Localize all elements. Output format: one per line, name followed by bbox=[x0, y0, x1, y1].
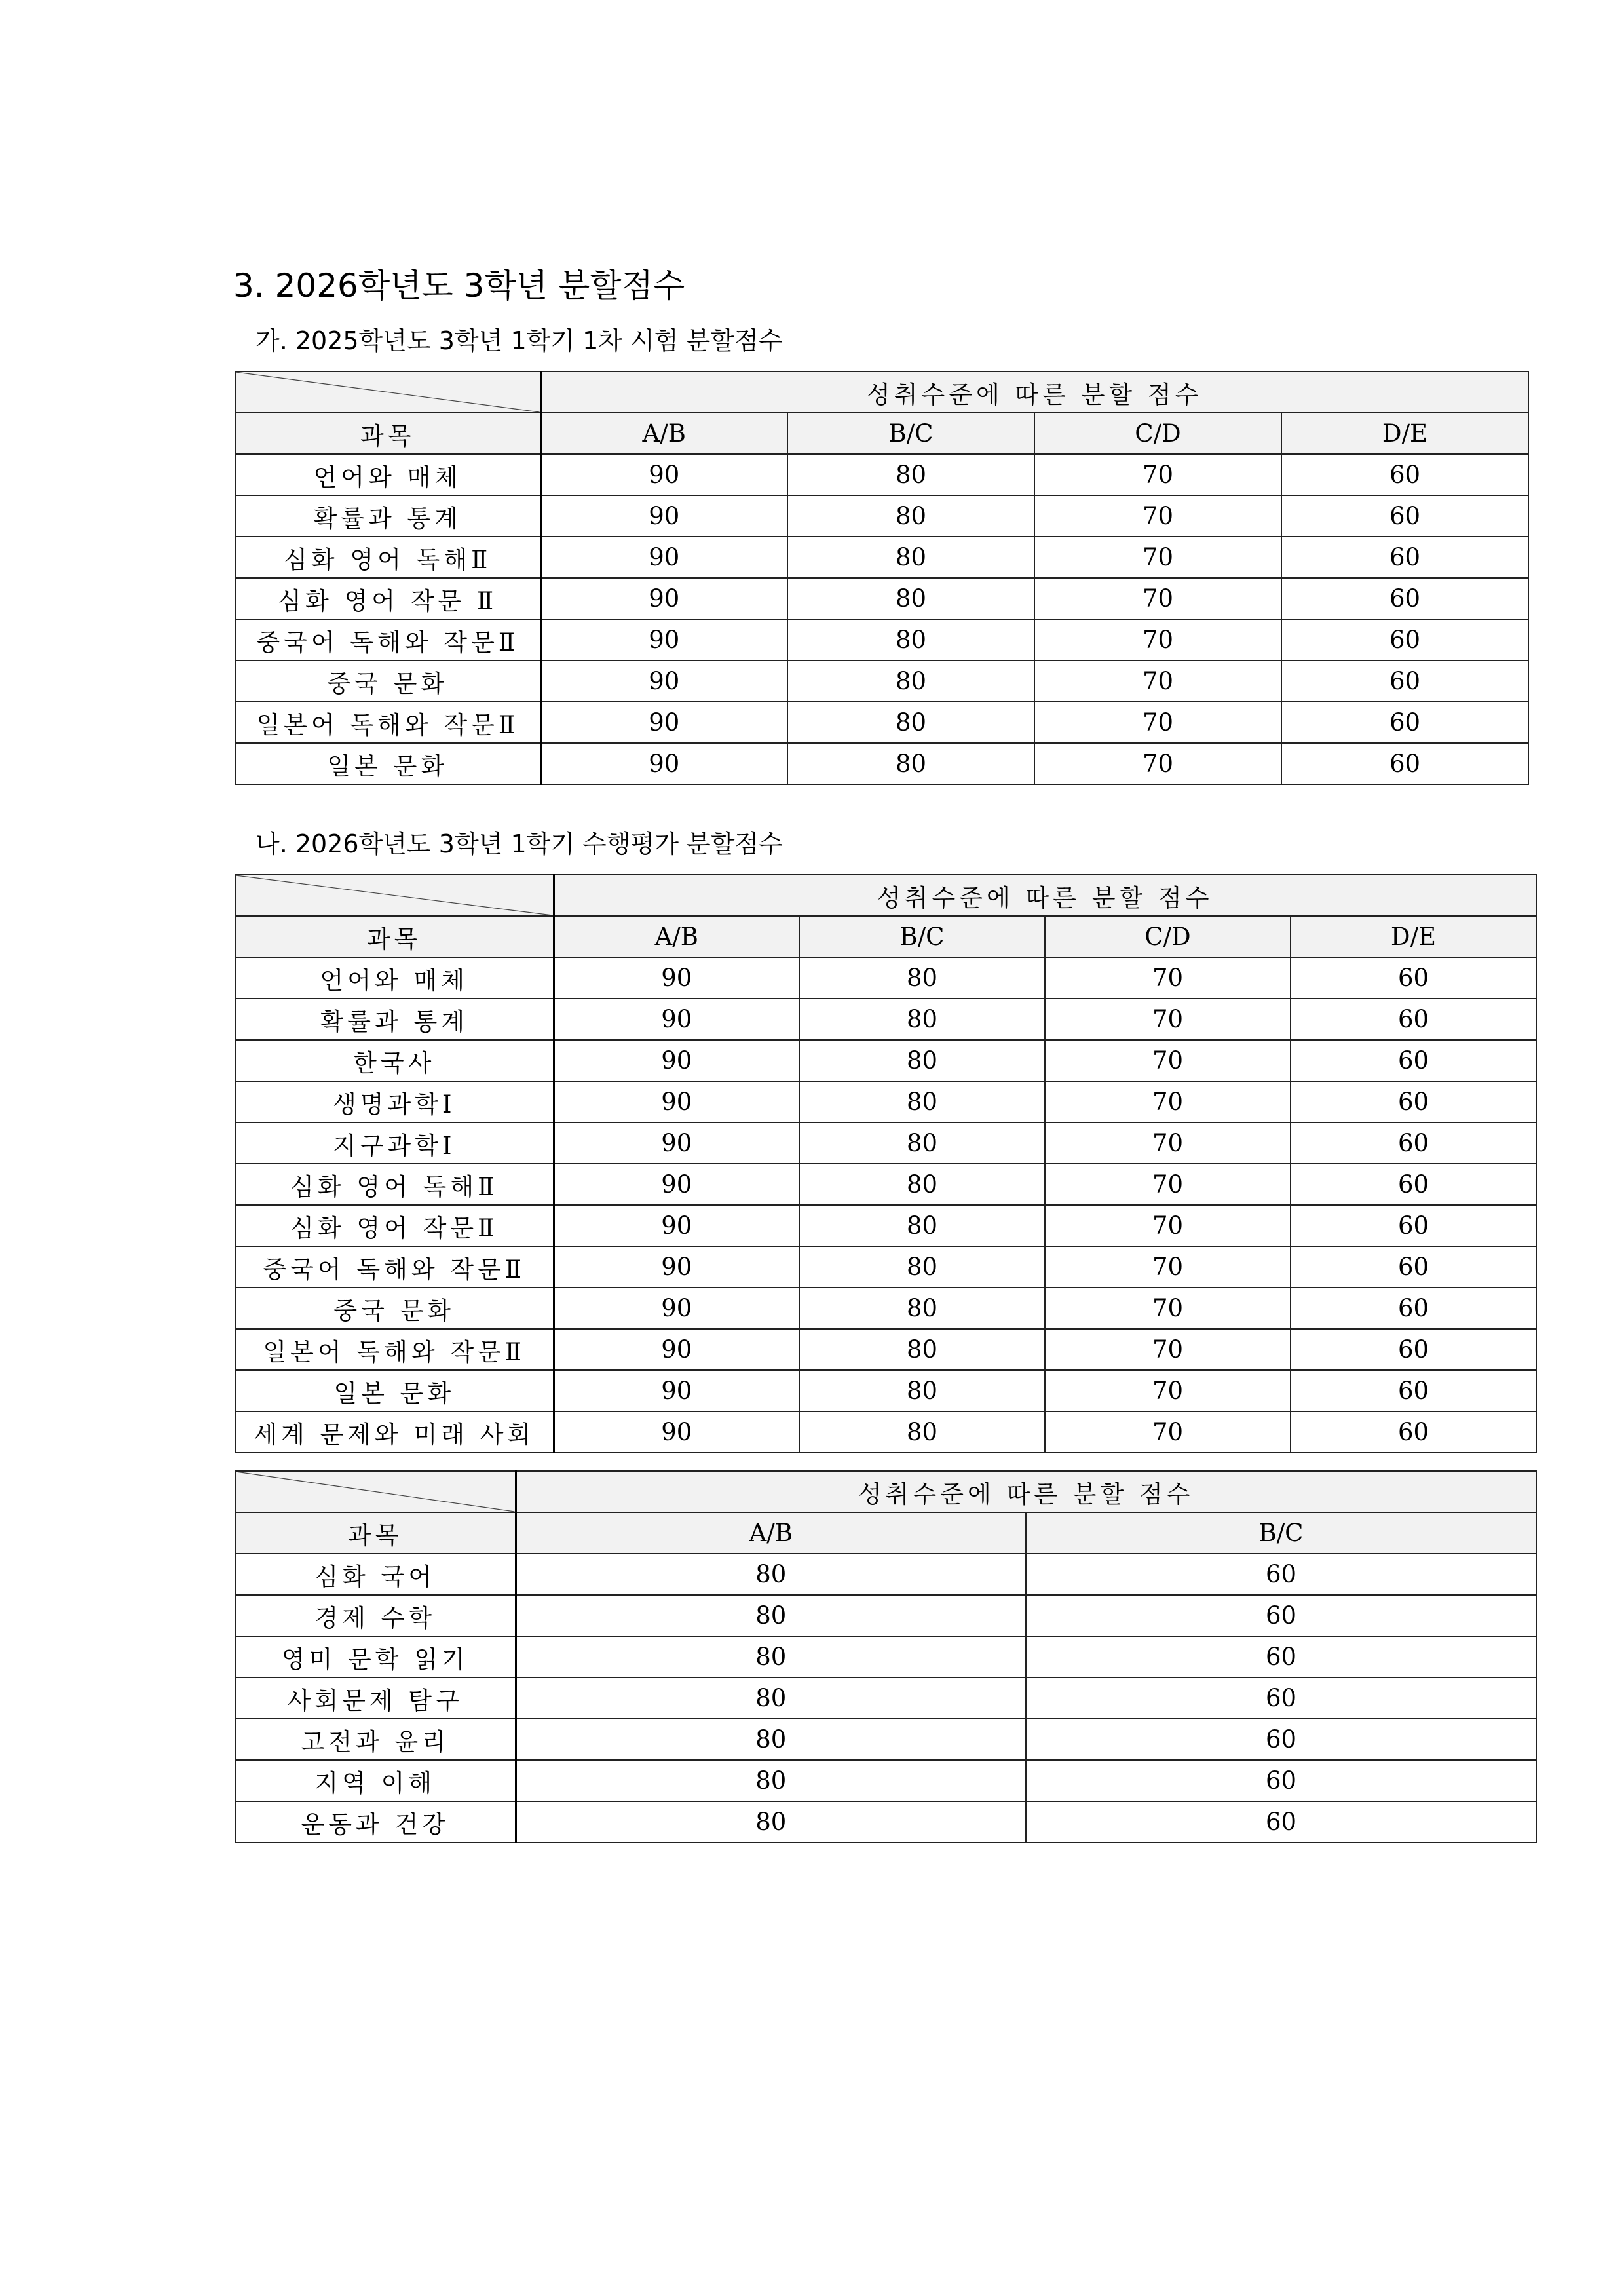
score-cell: 90 bbox=[554, 1370, 799, 1411]
score-cell: 80 bbox=[516, 1554, 1026, 1595]
subject-cell: 지역 이해 bbox=[235, 1760, 516, 1801]
table-row bbox=[235, 743, 1528, 784]
subject-cell: 확률과 통계 bbox=[235, 999, 554, 1040]
table-row bbox=[235, 1801, 1536, 1843]
score-cell: 90 bbox=[540, 454, 787, 495]
score-cell: 60 bbox=[1291, 999, 1536, 1040]
cut-score-table-performance bbox=[235, 874, 1537, 1453]
subject-cell: 생명과학Ⅰ bbox=[235, 1081, 554, 1122]
table-row bbox=[235, 1554, 1536, 1595]
subject-cell: 사회문제 탐구 bbox=[235, 1677, 516, 1719]
table-row bbox=[235, 1636, 1536, 1677]
subject-cell: 심화 영어 작문Ⅱ bbox=[235, 1205, 554, 1246]
column-header: B/C bbox=[1026, 1512, 1536, 1554]
subject-cell: 언어와 매체 bbox=[235, 957, 554, 999]
score-cell: 90 bbox=[540, 660, 787, 702]
table-row bbox=[235, 1288, 1536, 1329]
score-cell: 80 bbox=[799, 1081, 1045, 1122]
score-cell: 90 bbox=[554, 1081, 799, 1122]
score-cell: 90 bbox=[540, 743, 787, 784]
score-cell: 70 bbox=[1034, 619, 1281, 660]
column-header: C/D bbox=[1045, 916, 1291, 957]
table-row bbox=[235, 957, 1536, 999]
score-cell: 60 bbox=[1291, 1040, 1536, 1081]
diagonal-corner-cell bbox=[235, 1471, 516, 1512]
score-cell: 70 bbox=[1045, 1122, 1291, 1164]
diagonal-line bbox=[236, 1472, 515, 1512]
score-cell: 90 bbox=[540, 495, 787, 537]
score-cell: 80 bbox=[787, 537, 1034, 578]
score-cell: 60 bbox=[1281, 702, 1528, 743]
score-cell: 70 bbox=[1045, 1288, 1291, 1329]
score-cell: 60 bbox=[1281, 537, 1528, 578]
subject-cell: 중국어 독해와 작문Ⅱ bbox=[235, 619, 540, 660]
table-row bbox=[235, 1205, 1536, 1246]
table-row bbox=[235, 454, 1528, 495]
subject-header: 과목 bbox=[235, 413, 540, 454]
table-row bbox=[235, 1164, 1536, 1205]
score-cell: 60 bbox=[1281, 619, 1528, 660]
subject-cell: 일본 문화 bbox=[235, 743, 540, 784]
section-title-na: 나. 2026학년도 3학년 1학기 수행평가 분할점수 bbox=[255, 830, 783, 858]
table-row bbox=[235, 1370, 1536, 1411]
score-cell: 90 bbox=[554, 1411, 799, 1453]
subject-cell: 일본 문화 bbox=[235, 1370, 554, 1411]
score-cell: 80 bbox=[516, 1801, 1026, 1843]
score-cell: 80 bbox=[799, 1288, 1045, 1329]
table-row bbox=[235, 619, 1528, 660]
score-cell: 90 bbox=[554, 957, 799, 999]
subject-cell: 중국 문화 bbox=[235, 660, 540, 702]
score-cell: 60 bbox=[1281, 578, 1528, 619]
table-row bbox=[235, 1122, 1536, 1164]
table-row bbox=[235, 999, 1536, 1040]
subject-cell: 한국사 bbox=[235, 1040, 554, 1081]
score-cell: 60 bbox=[1291, 1411, 1536, 1453]
score-cell: 60 bbox=[1281, 454, 1528, 495]
score-cell: 90 bbox=[540, 619, 787, 660]
score-cell: 80 bbox=[799, 999, 1045, 1040]
table-row bbox=[235, 1677, 1536, 1719]
score-cell: 80 bbox=[787, 495, 1034, 537]
subject-cell: 확률과 통계 bbox=[235, 495, 540, 537]
table-row bbox=[235, 1411, 1536, 1453]
subject-cell: 지구과학Ⅰ bbox=[235, 1122, 554, 1164]
subject-cell: 영미 문학 읽기 bbox=[235, 1636, 516, 1677]
diagonal-corner-cell bbox=[235, 875, 554, 916]
score-cell: 60 bbox=[1026, 1554, 1536, 1595]
score-cell: 70 bbox=[1045, 1246, 1291, 1288]
score-cell: 60 bbox=[1291, 1329, 1536, 1370]
diagonal-line bbox=[236, 372, 540, 412]
header-row-span bbox=[235, 372, 1528, 413]
score-cell: 80 bbox=[799, 1329, 1045, 1370]
score-cell: 80 bbox=[516, 1677, 1026, 1719]
score-cell: 80 bbox=[787, 660, 1034, 702]
table-row bbox=[235, 1719, 1536, 1760]
subject-cell: 세계 문제와 미래 사회 bbox=[235, 1411, 554, 1453]
score-cell: 60 bbox=[1026, 1636, 1536, 1677]
score-cell: 60 bbox=[1291, 1164, 1536, 1205]
score-cell: 80 bbox=[787, 454, 1034, 495]
score-cell: 70 bbox=[1034, 537, 1281, 578]
diagonal-line bbox=[236, 875, 553, 915]
score-cell: 60 bbox=[1291, 1205, 1536, 1246]
score-cell: 70 bbox=[1034, 454, 1281, 495]
subject-cell: 경제 수학 bbox=[235, 1595, 516, 1636]
column-header: B/C bbox=[799, 916, 1045, 957]
subject-cell: 심화 영어 독해Ⅱ bbox=[235, 537, 540, 578]
score-cell: 90 bbox=[554, 1288, 799, 1329]
score-cell: 80 bbox=[799, 1164, 1045, 1205]
score-cell: 80 bbox=[799, 1122, 1045, 1164]
table-row bbox=[235, 1760, 1536, 1801]
table-row bbox=[235, 660, 1528, 702]
score-cell: 80 bbox=[787, 578, 1034, 619]
score-cell: 90 bbox=[554, 1164, 799, 1205]
column-header: B/C bbox=[787, 413, 1034, 454]
score-cell: 80 bbox=[516, 1636, 1026, 1677]
score-cell: 80 bbox=[799, 1246, 1045, 1288]
score-cell: 70 bbox=[1034, 660, 1281, 702]
achievement-level-header: 성취수준에 따른 분할 점수 bbox=[516, 1471, 1536, 1512]
header-row-span bbox=[235, 1471, 1536, 1512]
score-cell: 80 bbox=[799, 1040, 1045, 1081]
score-cell: 60 bbox=[1026, 1595, 1536, 1636]
score-cell: 60 bbox=[1026, 1801, 1536, 1843]
score-cell: 60 bbox=[1281, 495, 1528, 537]
score-cell: 80 bbox=[516, 1595, 1026, 1636]
score-cell: 80 bbox=[799, 957, 1045, 999]
score-cell: 70 bbox=[1045, 957, 1291, 999]
score-cell: 80 bbox=[787, 619, 1034, 660]
score-cell: 60 bbox=[1291, 1122, 1536, 1164]
score-cell: 90 bbox=[540, 702, 787, 743]
score-cell: 90 bbox=[554, 1329, 799, 1370]
score-cell: 70 bbox=[1045, 1081, 1291, 1122]
header-row-columns bbox=[235, 916, 1536, 957]
table-row bbox=[235, 1246, 1536, 1288]
score-cell: 60 bbox=[1291, 1288, 1536, 1329]
score-cell: 70 bbox=[1034, 702, 1281, 743]
subject-cell: 언어와 매체 bbox=[235, 454, 540, 495]
score-cell: 80 bbox=[799, 1205, 1045, 1246]
score-cell: 90 bbox=[554, 1205, 799, 1246]
score-cell: 90 bbox=[554, 1246, 799, 1288]
column-header: D/E bbox=[1281, 413, 1528, 454]
score-cell: 70 bbox=[1034, 578, 1281, 619]
diagonal-corner-cell bbox=[235, 372, 540, 413]
score-cell: 60 bbox=[1291, 1370, 1536, 1411]
score-cell: 60 bbox=[1291, 1246, 1536, 1288]
subject-cell: 운동과 건강 bbox=[235, 1801, 516, 1843]
score-cell: 80 bbox=[799, 1411, 1045, 1453]
score-cell: 80 bbox=[787, 702, 1034, 743]
score-cell: 90 bbox=[554, 999, 799, 1040]
subject-header: 과목 bbox=[235, 916, 554, 957]
score-cell: 80 bbox=[787, 743, 1034, 784]
score-cell: 90 bbox=[554, 1122, 799, 1164]
achievement-level-header: 성취수준에 따른 분할 점수 bbox=[540, 372, 1528, 413]
cut-score-table-first-exam bbox=[235, 371, 1529, 785]
score-cell: 60 bbox=[1281, 660, 1528, 702]
score-cell: 80 bbox=[516, 1719, 1026, 1760]
score-cell: 90 bbox=[540, 537, 787, 578]
score-cell: 70 bbox=[1045, 1040, 1291, 1081]
table-row bbox=[235, 1040, 1536, 1081]
section-title-ga: 가. 2025학년도 3학년 1학기 1차 시험 분할점수 bbox=[255, 326, 783, 355]
column-header: A/B bbox=[516, 1512, 1026, 1554]
column-header: A/B bbox=[554, 916, 799, 957]
score-cell: 80 bbox=[516, 1760, 1026, 1801]
subject-cell: 심화 영어 작문 Ⅱ bbox=[235, 578, 540, 619]
subject-cell: 일본어 독해와 작문Ⅱ bbox=[235, 1329, 554, 1370]
column-header: D/E bbox=[1291, 916, 1536, 957]
subject-cell: 중국어 독해와 작문Ⅱ bbox=[235, 1246, 554, 1288]
score-cell: 90 bbox=[540, 578, 787, 619]
score-cell: 60 bbox=[1291, 1081, 1536, 1122]
table-row bbox=[235, 1081, 1536, 1122]
table-row bbox=[235, 702, 1528, 743]
page-title: 3. 2026학년도 3학년 분할점수 bbox=[233, 267, 685, 305]
score-cell: 70 bbox=[1045, 1370, 1291, 1411]
score-cell: 70 bbox=[1045, 1411, 1291, 1453]
score-cell: 70 bbox=[1045, 999, 1291, 1040]
score-cell: 60 bbox=[1281, 743, 1528, 784]
subject-cell: 일본어 독해와 작문Ⅱ bbox=[235, 702, 540, 743]
header-row-columns bbox=[235, 413, 1528, 454]
table-row bbox=[235, 495, 1528, 537]
table-row bbox=[235, 1329, 1536, 1370]
column-header: A/B bbox=[540, 413, 787, 454]
score-cell: 60 bbox=[1026, 1760, 1536, 1801]
score-cell: 70 bbox=[1045, 1164, 1291, 1205]
header-row-span bbox=[235, 875, 1536, 916]
achievement-level-header: 성취수준에 따른 분할 점수 bbox=[554, 875, 1536, 916]
subject-cell: 심화 국어 bbox=[235, 1554, 516, 1595]
subject-cell: 심화 영어 독해Ⅱ bbox=[235, 1164, 554, 1205]
table-row bbox=[235, 578, 1528, 619]
score-cell: 70 bbox=[1034, 743, 1281, 784]
score-cell: 60 bbox=[1291, 957, 1536, 999]
score-cell: 80 bbox=[799, 1370, 1045, 1411]
score-cell: 70 bbox=[1045, 1205, 1291, 1246]
column-header: C/D bbox=[1034, 413, 1281, 454]
table-row bbox=[235, 537, 1528, 578]
subject-cell: 중국 문화 bbox=[235, 1288, 554, 1329]
subject-header: 과목 bbox=[235, 1512, 516, 1554]
score-cell: 60 bbox=[1026, 1719, 1536, 1760]
score-cell: 70 bbox=[1045, 1329, 1291, 1370]
score-cell: 60 bbox=[1026, 1677, 1536, 1719]
table-row bbox=[235, 1595, 1536, 1636]
subject-cell: 고전과 윤리 bbox=[235, 1719, 516, 1760]
cut-score-table-two-level bbox=[235, 1470, 1537, 1843]
score-cell: 70 bbox=[1034, 495, 1281, 537]
score-cell: 90 bbox=[554, 1040, 799, 1081]
header-row-columns bbox=[235, 1512, 1536, 1554]
